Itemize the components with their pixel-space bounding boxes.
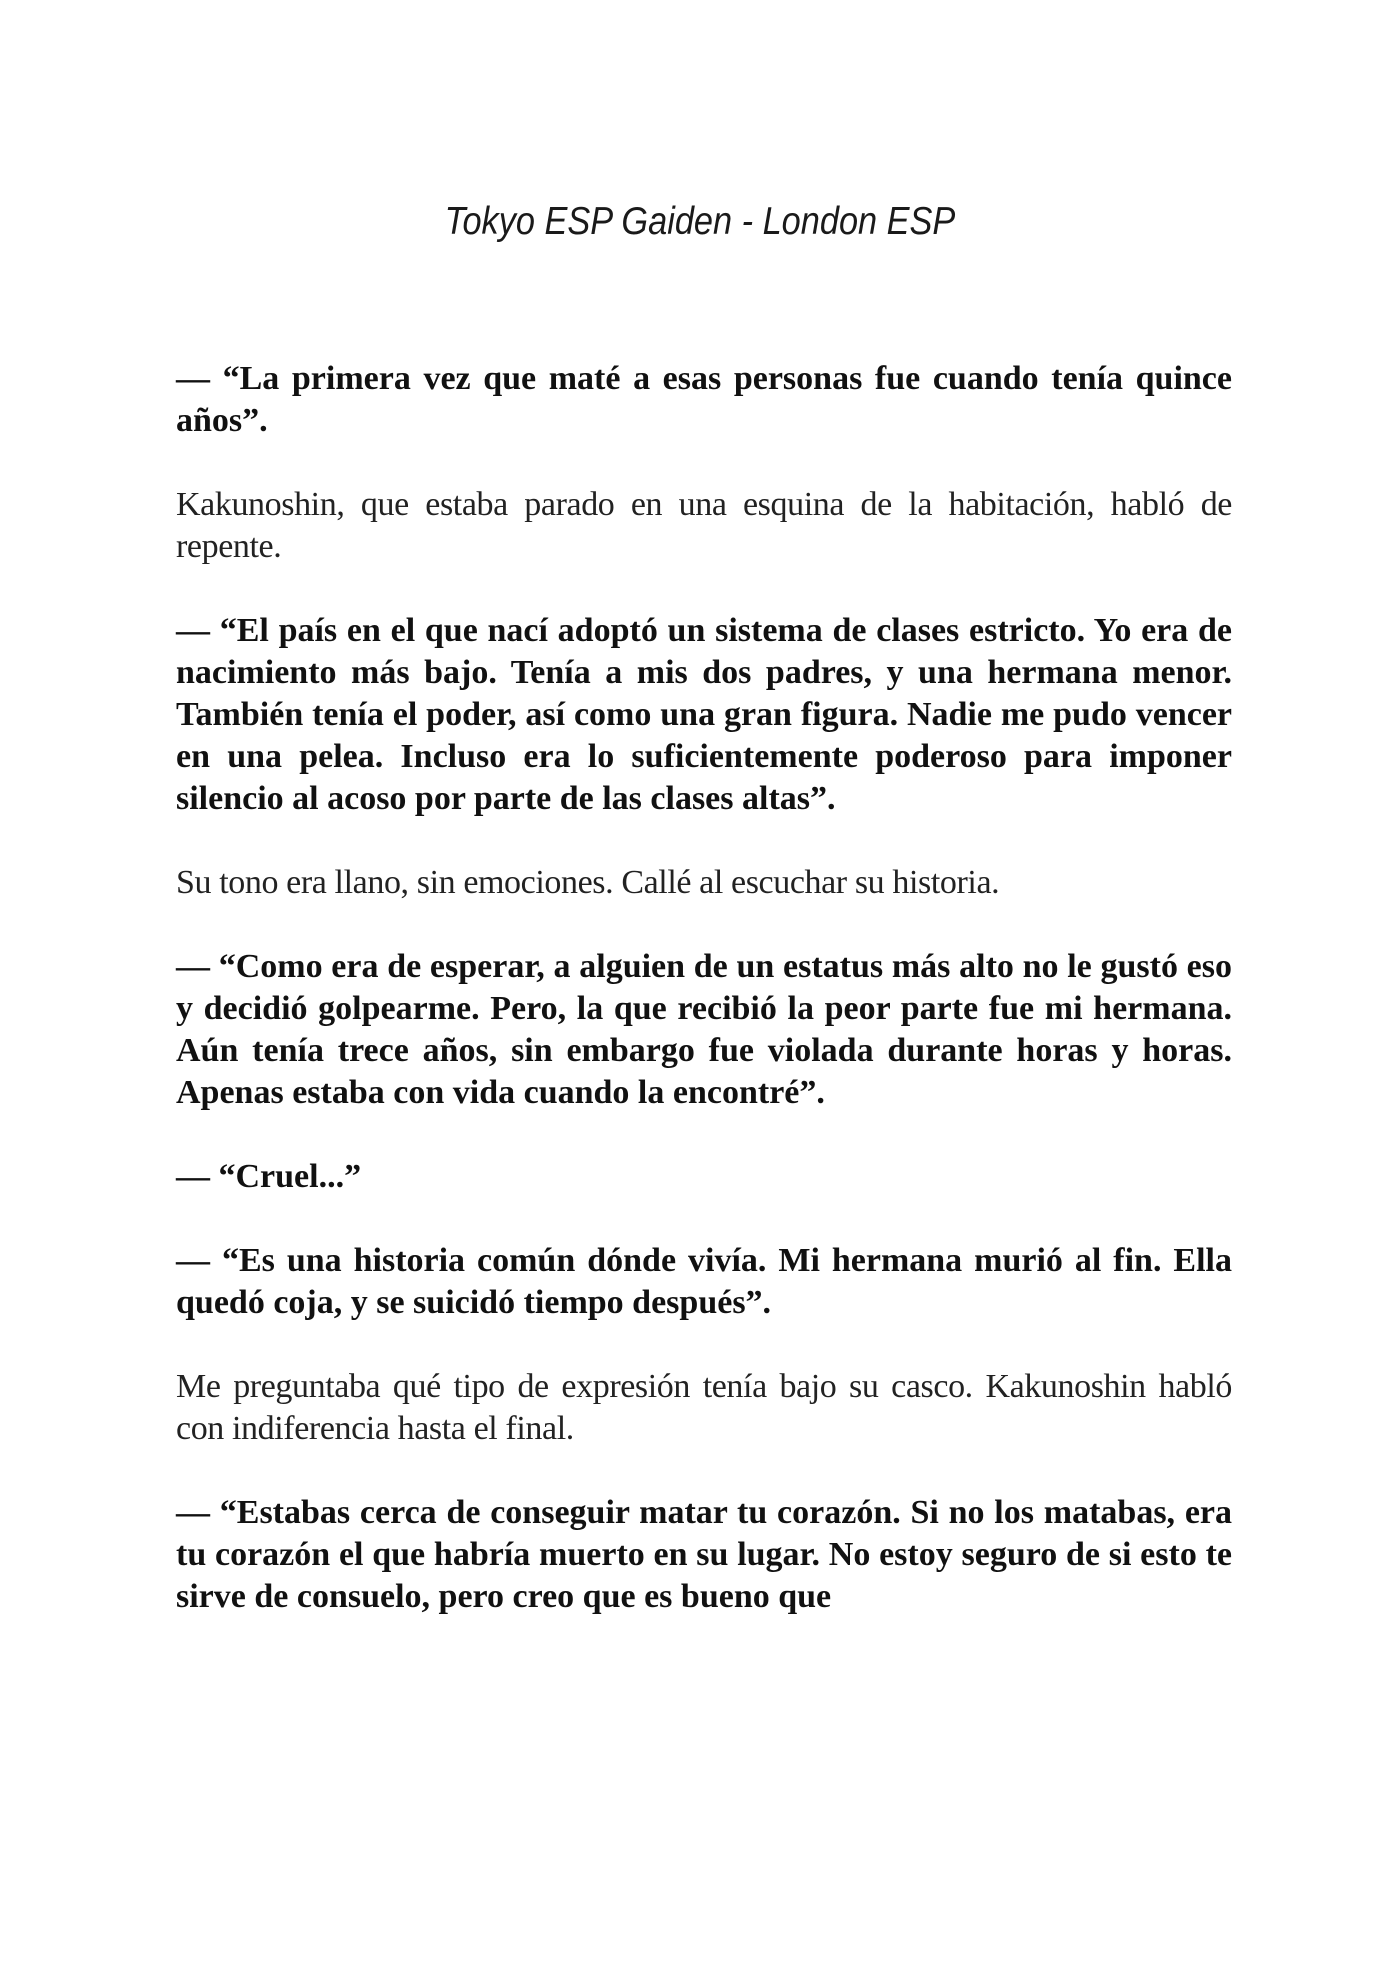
paragraph-dialog-2: — “El país en el que nací adoptó un sistema de clases estricto. Yo era de nacimiento más bajo. Tenía a mis dos padres, y una hermana menor. También tenía el poder, así como una gran figura. Nadie me pudo vencer en una pelea. Incluso era lo suficientemente poderoso para imponer silencio al acoso por parte de las clases altas”. bbox=[176, 612, 1232, 817]
paragraph-dialog-4: — “Cruel...” bbox=[176, 1158, 362, 1195]
paragraph-dialog-5: — “Es una historia común dónde vivía. Mi hermana murió al fin. Ella quedó coja, y se suicidó tiempo después”. bbox=[176, 1242, 1232, 1321]
paragraph-narration-2: Su tono era llano, sin emociones. Callé al escuchar su historia. bbox=[176, 864, 1000, 901]
paragraph-dialog-3: — “Como era de esperar, a alguien de un estatus más alto no le gustó eso y decidió golpearme. Pero, la que recibió la peor parte fue mi hermana. Aún tenía trece años, sin embargo fue violada durante horas y horas. Apenas estaba con vida cuando la encontré”. bbox=[176, 948, 1232, 1111]
paragraph-narration-3: Me preguntaba qué tipo de expresión tenía bajo su casco. Kakunoshin habló con indiferencia hasta el final. bbox=[176, 1368, 1232, 1447]
page-title: Tokyo ESP Gaiden - London ESP bbox=[444, 200, 956, 243]
paragraph-dialog-6: — “Estabas cerca de conseguir matar tu corazón. Si no los matabas, era tu corazón el que habría muerto en su lugar. No estoy seguro de si esto te sirve de consuelo, pero creo que es bueno que bbox=[176, 1494, 1232, 1615]
paragraph-dialog-1: — “La primera vez que maté a esas personas fue cuando tenía quince años”. bbox=[176, 360, 1232, 439]
paragraph-narration-1: Kakunoshin, que estaba parado en una esquina de la habitación, habló de repente. bbox=[176, 486, 1232, 565]
document-body bbox=[176, 358, 1232, 1660]
